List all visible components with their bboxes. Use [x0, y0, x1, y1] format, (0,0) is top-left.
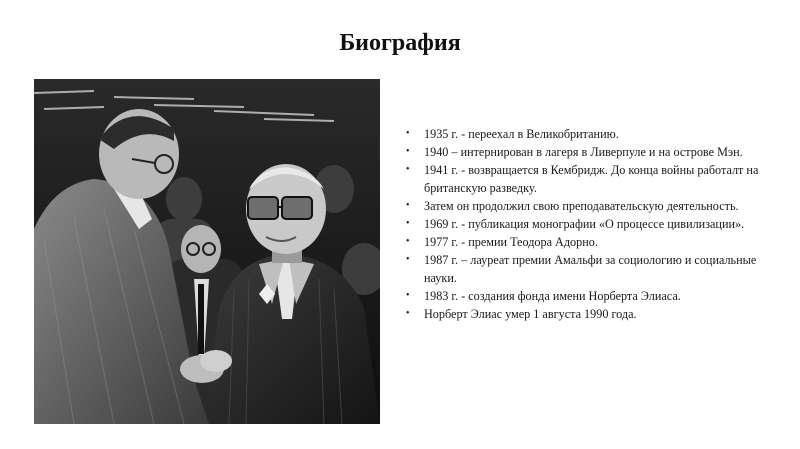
- list-item-text: Затем он продолжил свою преподавательскую деятельность.: [424, 199, 739, 213]
- bullet-icon: •: [406, 236, 410, 247]
- bullet-icon: •: [406, 146, 410, 157]
- biography-list: [404, 125, 789, 323]
- bullet-icon: •: [406, 200, 410, 211]
- slide-title: Биография: [339, 30, 461, 56]
- bullet-icon: •: [406, 164, 410, 175]
- list-item: [404, 305, 789, 323]
- bullet-icon: •: [406, 128, 410, 139]
- bullet-icon: •: [406, 218, 410, 229]
- bullet-icon: •: [406, 254, 410, 265]
- list-item: [404, 197, 789, 215]
- list-item-text: 1983 г. - создания фонда имени Норберта Элиаса.: [424, 289, 681, 303]
- list-item: [404, 215, 789, 233]
- list-item: [404, 233, 789, 251]
- list-item-text: 1987 г. – лауреат премии Амальфи за социологию и социальные науки.: [424, 253, 757, 285]
- list-item: [404, 125, 789, 143]
- list-item-text: 1935 г. - переехал в Великобританию.: [424, 127, 619, 141]
- list-item: [404, 143, 789, 161]
- list-item-text: 1940 – интернирован в лагеря в Ливерпуле и на острове Мэн.: [424, 145, 743, 159]
- list-item-text: Норберт Элиас умер 1 августа 1990 года.: [424, 307, 637, 321]
- list-item: [404, 161, 789, 197]
- bullet-icon: •: [406, 308, 410, 319]
- list-item: [404, 287, 789, 305]
- list-item-text: 1969 г. - публикация монографии «О процессе цивилизации».: [424, 217, 745, 231]
- list-item: [404, 251, 789, 287]
- photo: [34, 79, 380, 424]
- list-item-text: 1977 г. - премии Теодора Адорно.: [424, 235, 598, 249]
- list-item-text: 1941 г. - возвращается в Кембридж. До конца войны работалт на британскую разведку.: [424, 163, 759, 195]
- bullet-icon: •: [406, 290, 410, 301]
